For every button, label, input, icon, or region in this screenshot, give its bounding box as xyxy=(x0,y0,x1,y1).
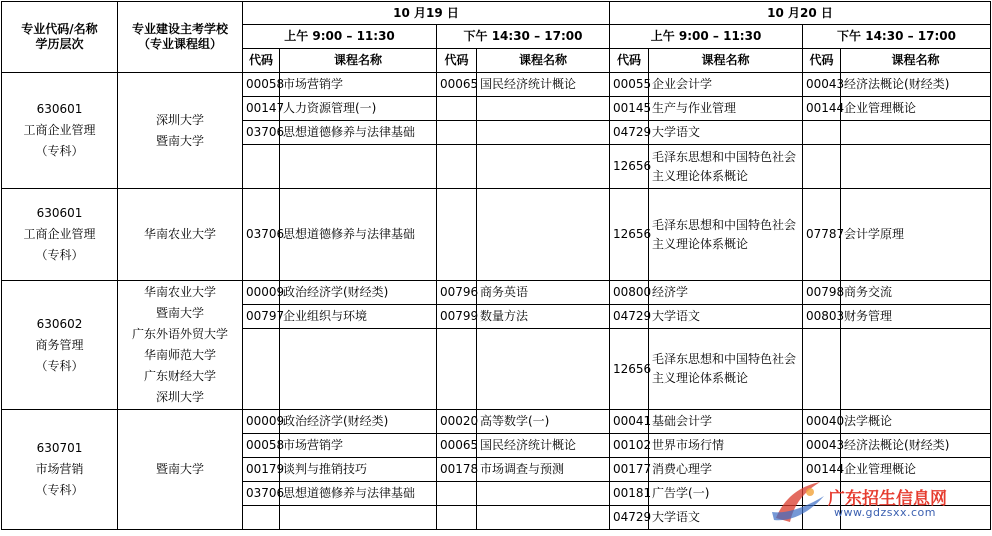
course-name: 思想道德修养与法律基础 xyxy=(280,482,437,506)
course-name xyxy=(477,506,610,530)
day2-afternoon-header: 下午 14:30 – 17:00 xyxy=(803,25,991,49)
school-column-header: 专业建设主考学校 （专业课程组） xyxy=(118,2,243,73)
course-name: 国民经济统计概论 xyxy=(477,434,610,458)
course-code xyxy=(803,145,841,189)
day2-morning-header: 上午 9:00 – 11:30 xyxy=(610,25,803,49)
course-name: 政治经济学(财经类) xyxy=(280,410,437,434)
course-name: 基础会计学 xyxy=(649,410,803,434)
day1-afternoon-header: 下午 14:30 – 17:00 xyxy=(437,25,610,49)
schedule-body xyxy=(2,73,991,530)
course-name: 国民经济统计概论 xyxy=(477,73,610,97)
course-code xyxy=(803,121,841,145)
course-name: 经济学 xyxy=(649,281,803,305)
course-code: 00058 xyxy=(243,434,280,458)
code-header: 代码 xyxy=(243,49,280,73)
course-code: 00144 xyxy=(803,97,841,121)
course-code: 00177 xyxy=(610,458,649,482)
course-name xyxy=(841,121,991,145)
major-cell: 630601 工商企业管理 （专科） xyxy=(2,73,118,189)
course-code xyxy=(437,329,477,410)
course-code: 00009 xyxy=(243,281,280,305)
course-name: 商务交流 xyxy=(841,281,991,305)
course-name: 政治经济学(财经类) xyxy=(280,281,437,305)
course-code: 00179 xyxy=(243,458,280,482)
course-name xyxy=(477,97,610,121)
course-name xyxy=(280,506,437,530)
course-name: 毛泽东思想和中国特色社会主义理论体系概论 xyxy=(649,189,803,281)
course-code xyxy=(437,189,477,281)
course-code: 04729 xyxy=(610,121,649,145)
course-code: 03706 xyxy=(243,121,280,145)
course-code xyxy=(437,145,477,189)
course-header: 课程名称 xyxy=(280,49,437,73)
course-name: 世界市场行情 xyxy=(649,434,803,458)
course-code: 00147 xyxy=(243,97,280,121)
course-name: 法学概论 xyxy=(841,410,991,434)
course-name: 企业管理概论 xyxy=(841,97,991,121)
course-name: 谈判与推销技巧 xyxy=(280,458,437,482)
course-name: 思想道德修养与法律基础 xyxy=(280,121,437,145)
course-code xyxy=(243,145,280,189)
course-name: 生产与作业管理 xyxy=(649,97,803,121)
course-name: 市场营销学 xyxy=(280,434,437,458)
code-header: 代码 xyxy=(610,49,649,73)
course-name xyxy=(280,329,437,410)
course-code: 00800 xyxy=(610,281,649,305)
major-cell: 630701 市场营销 （专科） xyxy=(2,410,118,530)
exam-schedule-table xyxy=(1,1,991,530)
course-name: 高等数学(一) xyxy=(477,410,610,434)
course-code: 03706 xyxy=(243,482,280,506)
course-name: 大学语文 xyxy=(649,305,803,329)
course-name: 消费心理学 xyxy=(649,458,803,482)
course-code: 00799 xyxy=(437,305,477,329)
course-name xyxy=(477,482,610,506)
course-code: 00041 xyxy=(610,410,649,434)
course-code xyxy=(437,97,477,121)
course-code: 12656 xyxy=(610,329,649,410)
course-name: 市场营销学 xyxy=(280,73,437,97)
course-code: 00803 xyxy=(803,305,841,329)
course-code: 04729 xyxy=(610,305,649,329)
course-name xyxy=(477,145,610,189)
course-name: 商务英语 xyxy=(477,281,610,305)
course-name: 企业组织与环境 xyxy=(280,305,437,329)
course-code: 00796 xyxy=(437,281,477,305)
course-name: 数量方法 xyxy=(477,305,610,329)
course-code: 00181 xyxy=(610,482,649,506)
course-name: 会计学原理 xyxy=(841,189,991,281)
course-name: 广告学(一) xyxy=(649,482,803,506)
course-code: 00102 xyxy=(610,434,649,458)
course-name: 经济法概论(财经类) xyxy=(841,73,991,97)
course-code: 00178 xyxy=(437,458,477,482)
course-name: 大学语文 xyxy=(649,121,803,145)
major-cell: 630602 商务管理 （专科） xyxy=(2,281,118,410)
course-code: 03706 xyxy=(243,189,280,281)
day1-header: 10 月19 日 xyxy=(243,2,610,25)
course-name xyxy=(841,145,991,189)
school-cell: 华南农业大学 暨南大学 广东外语外贸大学 华南师范大学 广东财经大学 深圳大学 xyxy=(118,281,243,410)
day2-header: 10 月20 日 xyxy=(610,2,991,25)
course-code: 00058 xyxy=(243,73,280,97)
code-header: 代码 xyxy=(437,49,477,73)
course-code: 04729 xyxy=(610,506,649,530)
course-code xyxy=(437,482,477,506)
course-code: 07787 xyxy=(803,189,841,281)
course-header: 课程名称 xyxy=(649,49,803,73)
major-cell: 630601 工商企业管理 （专科） xyxy=(2,189,118,281)
course-code xyxy=(243,506,280,530)
course-name: 财务管理 xyxy=(841,305,991,329)
course-name: 企业管理概论 xyxy=(841,458,991,482)
course-code: 00797 xyxy=(243,305,280,329)
watermark-title: 广东招生信息网 xyxy=(828,489,947,509)
major-column-header: 专业代码/名称 学历层次 xyxy=(2,2,118,73)
course-code: 00043 xyxy=(803,434,841,458)
course-code: 00065 xyxy=(437,73,477,97)
course-name xyxy=(477,121,610,145)
course-name: 思想道德修养与法律基础 xyxy=(280,189,437,281)
course-code: 12656 xyxy=(610,145,649,189)
course-name xyxy=(477,329,610,410)
course-name: 毛泽东思想和中国特色社会主义理论体系概论 xyxy=(649,329,803,410)
course-name: 市场调查与预测 xyxy=(477,458,610,482)
course-code xyxy=(437,506,477,530)
course-name: 大学语文 xyxy=(649,506,803,530)
site-watermark xyxy=(770,478,970,528)
course-code: 00798 xyxy=(803,281,841,305)
course-name xyxy=(841,329,991,410)
course-name: 经济法概论(财经类) xyxy=(841,434,991,458)
course-code: 12656 xyxy=(610,189,649,281)
course-code: 00065 xyxy=(437,434,477,458)
course-header: 课程名称 xyxy=(841,49,991,73)
course-code: 00009 xyxy=(243,410,280,434)
course-code: 00055 xyxy=(610,73,649,97)
course-name: 毛泽东思想和中国特色社会主义理论体系概论 xyxy=(649,145,803,189)
course-name: 人力资源管理(一) xyxy=(280,97,437,121)
course-header: 课程名称 xyxy=(477,49,610,73)
school-cell: 华南农业大学 xyxy=(118,189,243,281)
course-code xyxy=(243,329,280,410)
course-code: 00020 xyxy=(437,410,477,434)
course-name xyxy=(477,189,610,281)
school-cell: 深圳大学 暨南大学 xyxy=(118,73,243,189)
course-code xyxy=(437,121,477,145)
course-name: 企业会计学 xyxy=(649,73,803,97)
course-name xyxy=(280,145,437,189)
course-code: 00145 xyxy=(610,97,649,121)
course-code: 00144 xyxy=(803,458,841,482)
course-code: 00043 xyxy=(803,73,841,97)
code-header: 代码 xyxy=(803,49,841,73)
flame-swoosh-logo xyxy=(770,478,830,528)
watermark-url: www.gdzsxx.com xyxy=(834,506,936,519)
school-cell: 暨南大学 xyxy=(118,410,243,530)
course-code xyxy=(803,329,841,410)
day1-morning-header: 上午 9:00 – 11:30 xyxy=(243,25,437,49)
course-code: 00040 xyxy=(803,410,841,434)
